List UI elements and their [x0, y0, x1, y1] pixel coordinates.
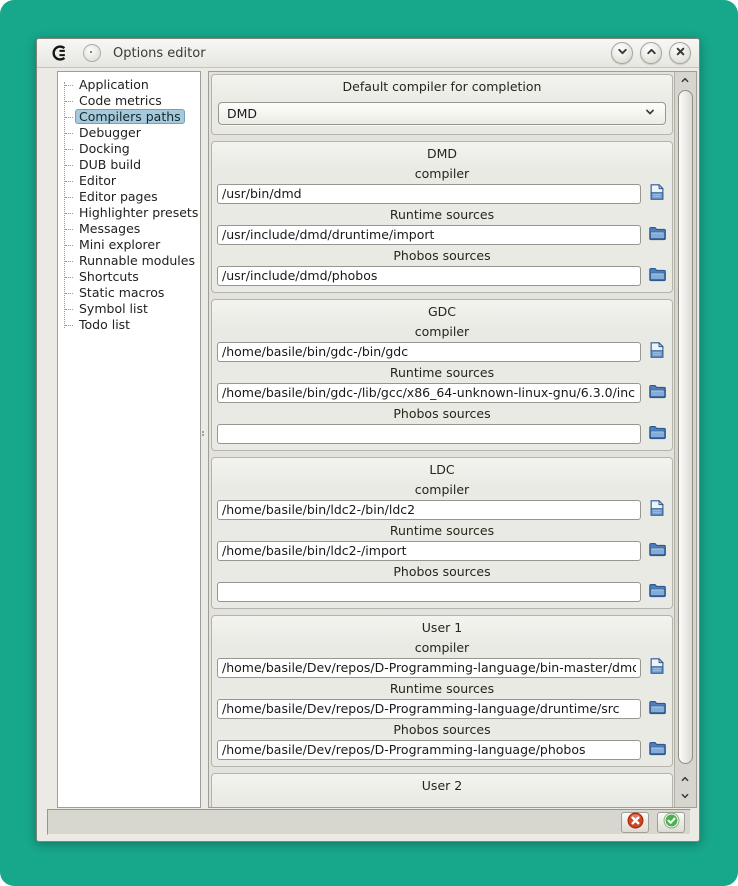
field-label: Phobos sources: [393, 722, 491, 737]
dmd-group: [211, 141, 673, 293]
window-menu-button[interactable]: [83, 44, 101, 62]
select-folder-button[interactable]: [647, 740, 667, 760]
select-folder-button[interactable]: [647, 266, 667, 286]
sidebar-item-editor[interactable]: Editor: [62, 173, 198, 189]
statusbar: [47, 809, 691, 835]
group-title: GDC: [427, 304, 457, 319]
chevron-up-icon: [679, 773, 691, 788]
field-label: Phobos sources: [393, 564, 491, 579]
vertical-scrollbar[interactable]: [674, 72, 696, 807]
user2-group-partial: [211, 773, 673, 807]
field-label: compiler: [414, 482, 470, 497]
dmd-phobos-sources-input[interactable]: [217, 266, 641, 286]
field-label: Phobos sources: [393, 406, 491, 421]
field-row: [212, 499, 672, 520]
window-title: Options editor: [113, 45, 206, 61]
gdc-phobos-sources-input[interactable]: [217, 424, 641, 444]
field-row: [212, 739, 672, 766]
field-label: Runtime sources: [389, 365, 495, 380]
accept-button[interactable]: [657, 812, 685, 833]
folder-icon: [648, 739, 666, 760]
field-label: Runtime sources: [389, 681, 495, 696]
ldc-group: [211, 457, 673, 609]
field-row: [212, 224, 672, 245]
open-file-button[interactable]: [647, 658, 667, 678]
field-row: [212, 423, 672, 450]
user1-compiler-path-input[interactable]: [217, 658, 641, 678]
select-folder-button[interactable]: [647, 699, 667, 719]
app-logo-icon: [49, 43, 69, 63]
ldc-compiler-path-input[interactable]: [217, 500, 641, 520]
sidebar-item-symbol-list[interactable]: Symbol list: [62, 301, 198, 317]
sidebar-item-dub-build[interactable]: DUB build: [62, 157, 198, 173]
chevron-up-icon: [679, 74, 691, 89]
field-label: Runtime sources: [389, 523, 495, 538]
default-compiler-select[interactable]: [218, 102, 666, 125]
folder-icon: [648, 540, 666, 561]
group-title: DMD: [426, 146, 458, 161]
chevron-down-icon: [615, 44, 630, 62]
default-compiler-group: [211, 74, 673, 135]
sidebar-item-editor-pages[interactable]: Editor pages: [62, 189, 198, 205]
open-file-icon: [648, 183, 666, 204]
field-label: compiler: [414, 166, 470, 181]
field-row: [212, 540, 672, 561]
sidebar-item-highlighter-presets[interactable]: Highlighter presets: [62, 205, 198, 221]
splitter-grip: [201, 431, 207, 437]
scroll-up-button-bottom[interactable]: [676, 772, 694, 788]
select-folder-button[interactable]: [647, 383, 667, 403]
group-title: LDC: [429, 462, 455, 477]
scroll-down-button[interactable]: [676, 789, 694, 805]
user1-phobos-sources-input[interactable]: [217, 740, 641, 760]
scroll-up-button[interactable]: [676, 73, 694, 89]
chevron-up-icon: [644, 44, 659, 62]
sidebar-item-mini-explorer[interactable]: Mini explorer: [62, 237, 198, 253]
red-cross-icon: [627, 812, 644, 832]
sidebar-item-compilers-paths[interactable]: Compilers paths: [62, 109, 198, 125]
combo-chevron-down-icon: [643, 104, 657, 123]
group-title: Default compiler for completion: [342, 79, 542, 94]
dmd-compiler-path-input[interactable]: [217, 184, 641, 204]
sidebar-item-static-macros[interactable]: Static macros: [62, 285, 198, 301]
select-folder-button[interactable]: [647, 582, 667, 602]
sidebar-item-messages[interactable]: Messages: [62, 221, 198, 237]
ldc-runtime-sources-input[interactable]: [217, 541, 641, 561]
field-label: compiler: [414, 324, 470, 339]
selected-compiler: DMD: [227, 106, 258, 121]
open-file-button[interactable]: [647, 342, 667, 362]
open-file-icon: [648, 657, 666, 678]
folder-icon: [648, 698, 666, 719]
titlebar[interactable]: [37, 39, 699, 68]
sidebar-item-todo-list[interactable]: Todo list: [62, 317, 198, 333]
categories-panel: [57, 71, 201, 808]
folder-icon: [648, 265, 666, 286]
folder-icon: [648, 382, 666, 403]
dmd-runtime-sources-input[interactable]: [217, 225, 641, 245]
category-tree: [58, 72, 200, 333]
gdc-runtime-sources-input[interactable]: [217, 383, 641, 403]
gdc-compiler-path-input[interactable]: [217, 342, 641, 362]
open-file-button[interactable]: [647, 500, 667, 520]
field-row: [212, 698, 672, 719]
field-row: [212, 265, 672, 292]
sidebar-item-debugger[interactable]: Debugger: [62, 125, 198, 141]
unshade-button[interactable]: [640, 42, 662, 64]
shade-button[interactable]: [611, 42, 633, 64]
select-folder-button[interactable]: [647, 424, 667, 444]
field-row: [212, 657, 672, 678]
sidebar-item-code-metrics[interactable]: Code metrics: [62, 93, 198, 109]
field-row: [212, 581, 672, 608]
field-label: compiler: [414, 640, 470, 655]
sidebar-item-shortcuts[interactable]: Shortcuts: [62, 269, 198, 285]
panel-splitter[interactable]: [200, 71, 208, 806]
open-file-button[interactable]: [647, 184, 667, 204]
options-viewport: [209, 72, 675, 807]
user1-runtime-sources-input[interactable]: [217, 699, 641, 719]
field-row: [212, 341, 672, 362]
close-icon: [673, 44, 688, 62]
scrollbar-thumb[interactable]: [678, 90, 693, 764]
field-row: [212, 183, 672, 204]
options-editor-window: [36, 38, 700, 842]
close-button[interactable]: [669, 42, 691, 64]
folder-icon: [648, 224, 666, 245]
options-scroll-area: [208, 71, 697, 808]
gdc-group: [211, 299, 673, 451]
sidebar-item-runnable-modules[interactable]: Runnable modules: [62, 253, 198, 269]
cancel-button[interactable]: [621, 812, 649, 833]
field-label: Phobos sources: [393, 248, 491, 263]
green-check-icon: [663, 812, 680, 832]
open-file-icon: [648, 341, 666, 362]
field-label: Runtime sources: [389, 207, 495, 222]
select-folder-button[interactable]: [647, 541, 667, 561]
select-folder-button[interactable]: [647, 225, 667, 245]
field-row: [212, 382, 672, 403]
group-title: User 2: [421, 778, 463, 793]
group-title: User 1: [421, 620, 463, 635]
folder-icon: [648, 581, 666, 602]
user1-group: [211, 615, 673, 767]
ldc-phobos-sources-input[interactable]: [217, 582, 641, 602]
open-file-icon: [648, 499, 666, 520]
sidebar-item-docking[interactable]: Docking: [62, 141, 198, 157]
chevron-down-icon: [679, 790, 691, 805]
sidebar-item-application[interactable]: Application: [62, 77, 198, 93]
folder-icon: [648, 423, 666, 444]
